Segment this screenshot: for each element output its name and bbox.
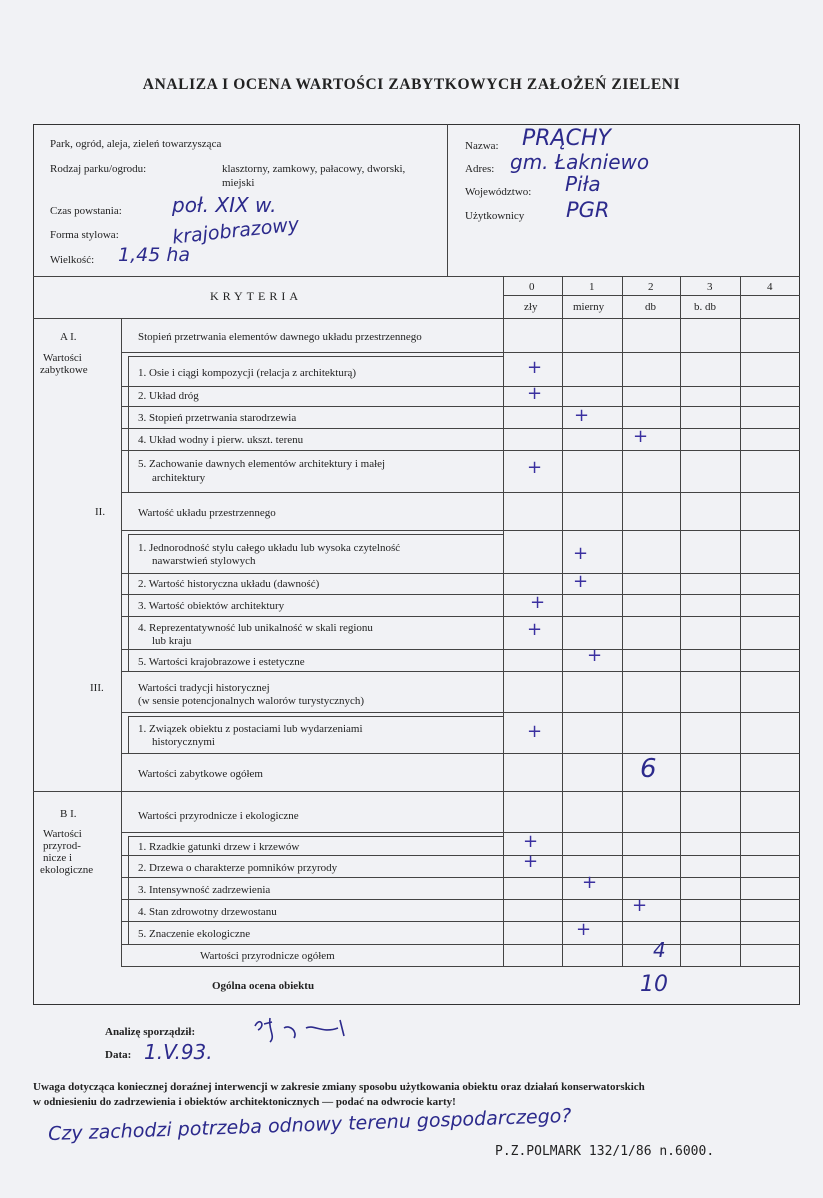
- divider: [121, 921, 800, 922]
- divider: [121, 573, 800, 574]
- mark-a-i-5: +: [527, 457, 543, 478]
- created-label: Czas powstania:: [50, 205, 122, 217]
- a-iii-title-2: (w sensie potencjonalnych walorów turystycznych): [138, 695, 365, 707]
- province-value: Piła: [565, 172, 601, 196]
- mark-a-iii-1: +: [527, 721, 543, 742]
- mark-a-i-4: +: [633, 426, 649, 447]
- b-row-1: 1. Rzadkie gatunki drzew i krzewów: [138, 841, 300, 853]
- divider: [121, 386, 800, 387]
- score-0: 0: [529, 281, 535, 293]
- b-row-2: 2. Drzewa o charakterze pomników przyrody: [138, 862, 338, 874]
- divider: [128, 356, 503, 357]
- name-value: PRĄCHY: [522, 126, 611, 151]
- a-ii-label: II.: [95, 506, 106, 518]
- a-ii-row-5: 5. Wartości krajobrazowe i estetyczne: [138, 656, 305, 668]
- a-i-row-2: 2. Układ dróg: [138, 390, 199, 402]
- a-i-row-3: 3. Stopień przetrwania starodrzewia: [138, 412, 297, 424]
- mark-a-ii-5: +: [587, 645, 603, 666]
- a-iii-row-1b: historycznymi: [152, 736, 215, 748]
- date-label: Data:: [105, 1049, 132, 1061]
- divider: [121, 450, 800, 451]
- b-total-value: 4: [653, 938, 666, 962]
- made-by-label: Analizę sporządził:: [105, 1026, 196, 1038]
- a-total-value: 6: [640, 754, 657, 784]
- size-value: 1,45 ha: [118, 244, 191, 266]
- overall-label: Ogólna ocena obiektu: [212, 980, 315, 992]
- score-4: 4: [767, 281, 773, 293]
- divider: [33, 276, 800, 277]
- b-row-4: 4. Stan zdrowotny drzewostanu: [138, 906, 277, 918]
- score-name-1: mierny: [573, 301, 605, 313]
- section-b-sub: Wartości: [43, 828, 82, 840]
- section-a-sub: Wartości: [43, 352, 82, 364]
- divider: [121, 530, 800, 531]
- divider: [121, 832, 800, 833]
- section-divider: [33, 791, 800, 792]
- province-label: Województwo:: [465, 186, 532, 198]
- col-divider-0: [503, 276, 504, 966]
- col-divider-3: [680, 276, 681, 966]
- date-value: 1.V.93.: [144, 1040, 213, 1064]
- divider: [121, 966, 800, 967]
- score-name-0: zły: [524, 301, 538, 313]
- section-a-sub2: zabytkowe: [40, 364, 88, 376]
- divider: [128, 836, 503, 837]
- divider: [121, 944, 800, 945]
- signature: [250, 1012, 360, 1050]
- a-iii-label: III.: [90, 682, 104, 694]
- mark-b-1: +: [523, 831, 539, 852]
- note-line-2: w odniesieniu do zadrzewienia i obiektów architektonicznych — podać na odwrocie karty!: [33, 1096, 456, 1108]
- mark-a-ii-2: +: [573, 571, 589, 592]
- divider: [121, 649, 800, 650]
- created-value: poł. XIX w.: [172, 193, 277, 217]
- a-ii-row-4b: lub kraju: [152, 635, 192, 647]
- note-line-1: Uwaga dotycząca koniecznej doraźnej interwencji w zakresie zmiany sposobu użytkowania obiektu oraz działań konserwatorskich: [33, 1081, 645, 1093]
- a-ii-row-1b: nawarstwień stylowych: [152, 555, 256, 567]
- b-row-3: 3. Intensywność zadrzewienia: [138, 884, 271, 896]
- mark-b-5: +: [576, 919, 592, 940]
- a-i-title: Stopień przetrwania elementów dawnego układu przestrzennego: [138, 331, 422, 343]
- divider: [128, 836, 129, 944]
- divider: [33, 318, 800, 319]
- mark-a-ii-1: +: [573, 543, 589, 564]
- kind-label: Rodzaj parku/ogrodu:: [50, 163, 147, 175]
- divider: [128, 534, 503, 535]
- divider: [121, 406, 800, 407]
- score-2: 2: [648, 281, 654, 293]
- divider: [121, 616, 800, 617]
- section-b-sub4: ekologiczne: [40, 864, 94, 876]
- a-ii-row-1: 1. Jednorodność stylu całego układu lub wysoka czytelność: [138, 542, 401, 554]
- divider: [121, 712, 800, 713]
- a-ii-row-3: 3. Wartość obiektów architektury: [138, 600, 285, 612]
- score-1: 1: [589, 281, 595, 293]
- a-iii-title: Wartości tradycji historycznej: [138, 682, 270, 694]
- a-i-row-1: 1. Osie i ciągi kompozycji (relacja z architekturą): [138, 367, 357, 379]
- handwritten-note: Czy zachodzi potrzeba odnowy terenu gospodarczego?: [47, 1104, 572, 1146]
- a-i-row-4: 4. Układ wodny i pierw. ukszt. terenu: [138, 434, 304, 446]
- overall-value: 10: [640, 972, 668, 997]
- col-divider-4: [740, 276, 741, 966]
- users-label: Użytkownicy: [465, 210, 525, 222]
- divider: [121, 671, 800, 672]
- mark-a-i-1: +: [527, 357, 543, 378]
- divider: [128, 716, 503, 717]
- b-row-5: 5. Znaczenie ekologiczne: [138, 928, 251, 940]
- printer-imprint: P.Z.POLMARK 132/1/86 n.6000.: [495, 1144, 715, 1159]
- score-name-2: db: [645, 301, 656, 313]
- section-col-divider: [121, 318, 122, 966]
- score-3: 3: [707, 281, 713, 293]
- divider: [447, 124, 448, 276]
- mark-b-3: +: [582, 872, 598, 893]
- a-ii-title: Wartość układu przestrzennego: [138, 507, 276, 519]
- address-value: gm. Łakniewo: [510, 150, 650, 174]
- b-total-label: Wartości przyrodnicze ogółem: [200, 950, 335, 962]
- address-label: Adres:: [465, 163, 495, 175]
- mark-b-4: +: [632, 895, 648, 916]
- divider: [121, 428, 800, 429]
- section-b-sub3: nicze i: [43, 852, 73, 864]
- style-label: Forma stylowa:: [50, 229, 119, 241]
- a-ii-row-2: 2. Wartość historyczna układu (dawność): [138, 578, 320, 590]
- name-label: Nazwa:: [465, 140, 499, 152]
- form-title: ANALIZA I OCENA WARTOŚCI ZABYTKOWYCH ZAŁOŻEŃ ZIELENI: [142, 76, 681, 93]
- criteria-heading: KRYTERIA: [210, 289, 302, 303]
- a-iii-row-1: 1. Związek obiektu z postaciami lub wydarzeniami: [138, 723, 363, 735]
- divider: [128, 534, 129, 671]
- divider: [128, 716, 129, 753]
- a-i-row-5: 5. Zachowanie dawnych elementów architektury i małej: [138, 458, 386, 470]
- a-ii-row-4: 4. Reprezentatywność lub unikalność w skali regionu: [138, 622, 373, 634]
- section-a-label: A I.: [60, 331, 77, 343]
- a-i-row-5b: architektury: [152, 472, 206, 484]
- divider: [121, 855, 800, 856]
- users-value: PGR: [566, 198, 610, 222]
- divider: [121, 352, 800, 353]
- mark-a-i-3: +: [574, 405, 590, 426]
- mark-a-i-2: +: [527, 383, 543, 404]
- a-total-label: Wartości zabytkowe ogółem: [138, 768, 263, 780]
- col-divider-1: [562, 276, 563, 966]
- section-b-sub2: przyrod-: [43, 840, 81, 852]
- size-label: Wielkość:: [50, 254, 95, 266]
- mark-a-ii-4: +: [527, 619, 543, 640]
- col-divider-2: [622, 276, 623, 966]
- divider: [128, 356, 129, 492]
- divider: [121, 899, 800, 900]
- divider: [121, 877, 800, 878]
- divider: [121, 753, 800, 754]
- mark-b-2: +: [523, 851, 539, 872]
- divider: [503, 295, 800, 296]
- kind-options-2: miejski: [222, 177, 255, 189]
- divider: [121, 492, 800, 493]
- b-title: Wartości przyrodnicze i ekologiczne: [138, 810, 299, 822]
- type-label: Park, ogród, aleja, zieleń towarzysząca: [50, 138, 222, 150]
- mark-a-ii-3: +: [530, 592, 546, 613]
- style-value: krajobrazowy: [171, 213, 301, 249]
- section-b-label: B I.: [60, 808, 77, 820]
- divider: [121, 594, 800, 595]
- kind-options: klasztorny, zamkowy, pałacowy, dworski,: [222, 163, 406, 175]
- score-name-3: b. db: [694, 301, 716, 313]
